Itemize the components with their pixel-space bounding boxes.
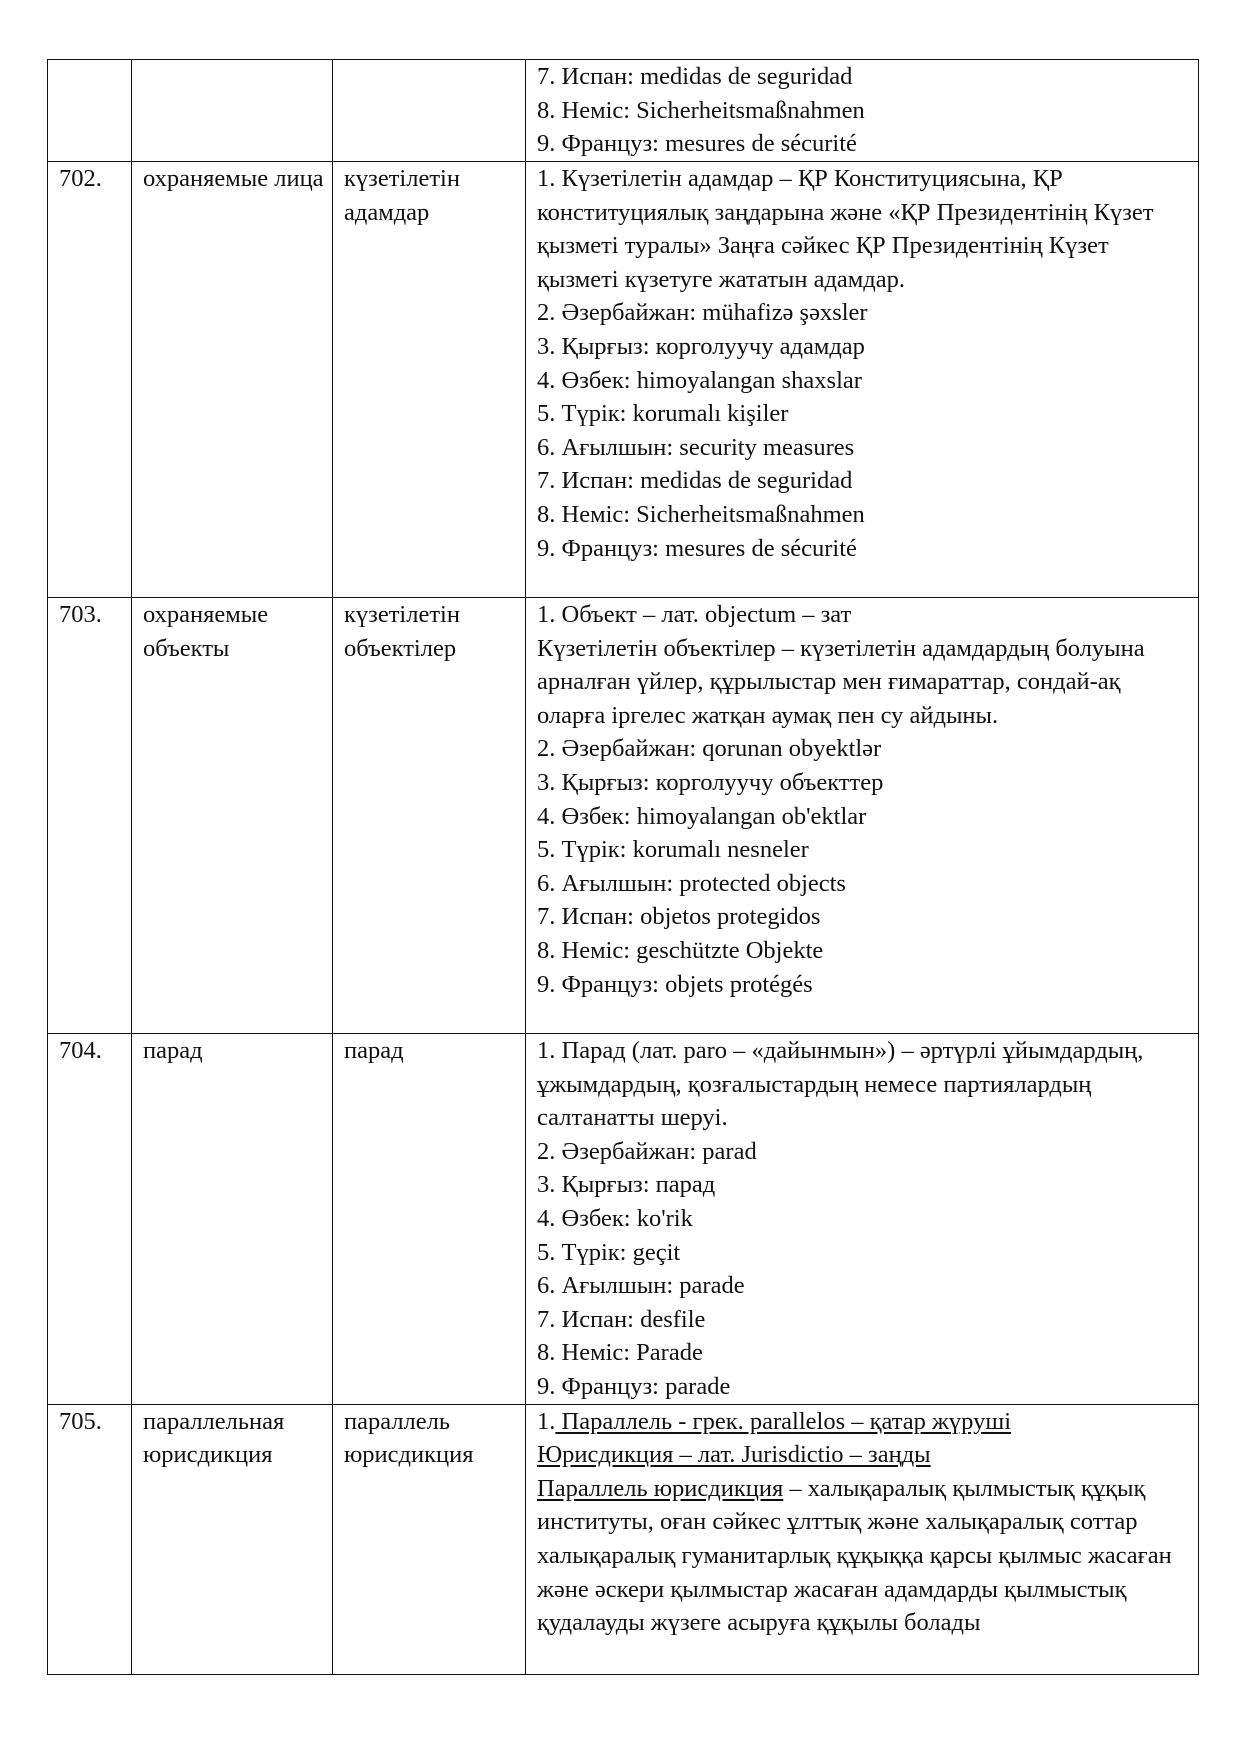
translation-line: 8. Неміс: Sicherheitsmaßnahmen xyxy=(537,500,865,528)
entry-number: 702. xyxy=(48,162,132,598)
glossary-table xyxy=(47,59,1199,1675)
russian-term: охраняемые лица xyxy=(132,162,333,598)
translation-line: 8. Неміс: Sicherheitsmaßnahmen xyxy=(537,96,865,124)
translation-line: 7. Испан: medidas de seguridad xyxy=(537,63,853,90)
definition-number: 1. xyxy=(537,1407,556,1435)
translation-line: 6. Ағылшын: protected objects xyxy=(537,869,846,897)
kazakh-term: парад xyxy=(333,1034,526,1405)
definition-cell xyxy=(526,162,1199,598)
translation-line: 5. Түрік: geçit xyxy=(537,1238,681,1266)
translation-line: 9. Француз: objets protégés xyxy=(537,970,813,998)
translation-line: 3. Қырғыз: парад xyxy=(537,1171,716,1199)
definition-cell xyxy=(526,1034,1199,1405)
translation-line: 9. Француз: mesures de sécurité xyxy=(537,534,857,562)
definition-text: 1. Парад (лат. paro – «дайынмын») – әртүрлі ұйымдардың, ұжымдардың, қозғалыстардың немесе партиялардың салтанатты шеруі. xyxy=(537,1037,1144,1132)
definition-text xyxy=(537,1405,1192,1439)
kazakh-term xyxy=(333,60,526,162)
term-heading: Параллель юрисдикция xyxy=(537,1474,784,1502)
translation-line: 7. Испан: desfile xyxy=(537,1305,706,1333)
translation-line: 8. Неміс: geschützte Objekte xyxy=(537,936,824,964)
kazakh-term: параллель юрисдикция xyxy=(333,1404,526,1674)
table-row xyxy=(48,162,1199,598)
russian-term xyxy=(132,60,333,162)
translation-line: 2. Әзербайжан: mühafizə şəxsler xyxy=(537,299,868,327)
definition-body: – халықаралық қылмыстық құқық институты, оған сәйкес ұлттық және халықаралық соттар халықаралық гуманитарлық құқыққа қарсы қылмыс жасаған және әскери қылмыстар жасаған адамдарды қылмыстық қудалауды жүзеге асыруға құқылы болады xyxy=(537,1474,1172,1637)
definition-text xyxy=(537,1438,1192,1472)
definition-cell xyxy=(526,60,1199,162)
translation-line: 2. Әзербайжан: parad xyxy=(537,1137,757,1165)
kazakh-term: күзетілетін объектілер xyxy=(333,598,526,1034)
table-row xyxy=(48,60,1199,162)
entry-number xyxy=(48,60,132,162)
entry-number: 704. xyxy=(48,1034,132,1405)
translation-line: 3. Қырғыз: корголуучу объекттер xyxy=(537,768,884,796)
definition-text: 1. Объект – лат. objectum – зат xyxy=(537,601,852,628)
definition-text: Күзетілетін объектілер – күзетілетін адамдардың болуына арналған үйлер, құрылыстар мен ғимараттар, сондай-ақ оларға іргелес жатқан аумақ пен су айдыны. xyxy=(537,634,1145,729)
definition-cell xyxy=(526,598,1199,1034)
entry-number: 703. xyxy=(48,598,132,1034)
etymology-parallel: Параллель - грек. parallelos – қатар жүруші xyxy=(555,1407,1012,1435)
entry-number: 705. xyxy=(48,1404,132,1674)
translation-line: 3. Қырғыз: корголуучу адамдар xyxy=(537,332,865,360)
table-row xyxy=(48,1404,1199,1674)
russian-term: парад xyxy=(132,1034,333,1405)
kazakh-term: күзетілетін адамдар xyxy=(333,162,526,598)
definition-cell xyxy=(526,1404,1199,1674)
translation-line: 2. Әзербайжан: qorunan obyektlər xyxy=(537,735,882,763)
translation-line: 9. Француз: mesures de sécurité xyxy=(537,130,857,158)
russian-term: охраняемые объекты xyxy=(132,598,333,1034)
translation-line: 6. Ағылшын: parade xyxy=(537,1272,745,1300)
translation-line: 4. Өзбек: ko'rik xyxy=(537,1204,693,1232)
translation-line: 5. Түрік: korumalı kişiler xyxy=(537,400,789,428)
translation-line: 6. Ағылшын: security measures xyxy=(537,433,855,461)
etymology-jurisdiction: Юрисдикция – лат. Jurisdictio – заңды xyxy=(537,1441,931,1469)
translation-line: 7. Испан: objetos protegidos xyxy=(537,903,821,931)
translation-line: 9. Француз: parade xyxy=(537,1372,731,1400)
russian-term: параллельная юрисдикция xyxy=(132,1404,333,1674)
translation-line: 8. Неміс: Parade xyxy=(537,1339,703,1367)
table-row xyxy=(48,598,1199,1034)
definition-text xyxy=(537,1472,1192,1640)
translation-line: 4. Өзбек: himoyalangan ob'ektlar xyxy=(537,802,867,830)
table-row xyxy=(48,1034,1199,1405)
translation-line: 7. Испан: medidas de seguridad xyxy=(537,467,853,495)
translation-line: 4. Өзбек: himoyalangan shaxslar xyxy=(537,366,862,394)
definition-text: 1. Күзетілетін адамдар – ҚР Конституциясына, ҚР конституциялық заңдарына және «ҚР Президентінің Күзет қызметі туралы» Заңға сәйкес ҚР Президентінің Күзет қызметі күзетуге жататын адамдар. xyxy=(537,165,1154,293)
translation-line: 5. Түрік: korumalı nesneler xyxy=(537,836,809,864)
